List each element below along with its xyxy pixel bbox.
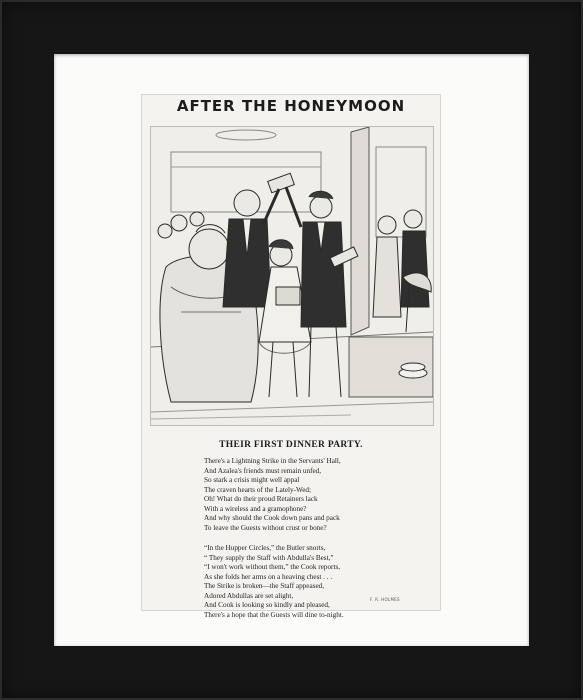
verse-line: “In the Hupper Circles,” the Butler snorts, bbox=[204, 544, 326, 552]
verse-line: There's a Lightning Strike in the Servants' Hall, bbox=[204, 457, 341, 465]
print-title: AFTER THE HONEYMOON bbox=[176, 97, 406, 115]
illustration-drawing bbox=[151, 127, 433, 425]
verse-stanza-2 bbox=[204, 544, 440, 620]
verse-line: So stark a crisis might well appal bbox=[204, 476, 300, 484]
verse-line: There's a hope that the Guests will dine to-night. bbox=[204, 610, 344, 619]
caption-title: THEIR FIRST DINNER PARTY. bbox=[219, 440, 363, 450]
verse-line: As she folds her arms on a heaving chest . . . bbox=[204, 572, 333, 581]
verse-line: Oh! What do their proud Retainers lack bbox=[204, 495, 318, 503]
verse-line: The Strike is broken—the Staff appeased, bbox=[204, 582, 325, 590]
verse-line: “ They supply the Staff with Abdulla's Best,” bbox=[204, 553, 334, 562]
verse-line: “I won't work without them,” the Cook reports, bbox=[204, 563, 341, 571]
verse-line: The craven hearts of the Lately-Wed; bbox=[204, 485, 311, 494]
verse-line: To leave the Guests without crust or bone? bbox=[204, 523, 327, 532]
verse-line: With a wireless and a gramophone? bbox=[204, 504, 307, 513]
poster-print bbox=[142, 95, 440, 619]
illustration-dinner-party bbox=[150, 126, 434, 426]
verse-line: Adored Abdullas are set alight, bbox=[204, 591, 294, 600]
verse-stanza-1 bbox=[204, 457, 440, 533]
artist-signature: F. R. HOLMES bbox=[370, 597, 400, 602]
verse-line: And Cook is looking so kindly and pleased, bbox=[204, 601, 330, 609]
verse-line: And why should the Cook down pans and pack bbox=[204, 514, 340, 522]
verse-line: And Azalea's friends must remain unfed, bbox=[204, 466, 322, 475]
